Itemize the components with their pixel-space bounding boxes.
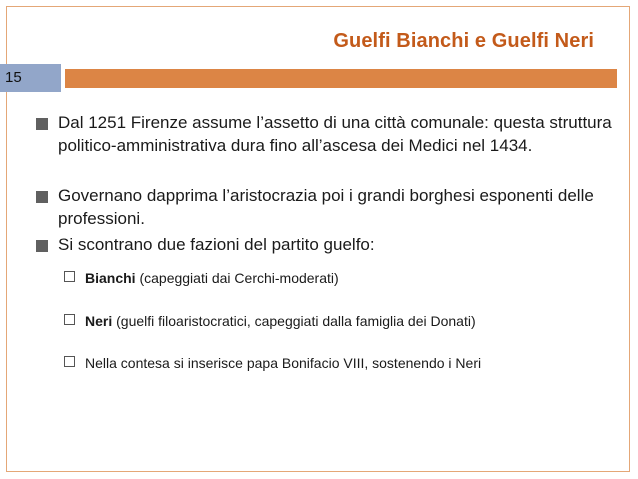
sub-bullet-text: Nella contesa si inserisce papa Bonifacio VIII, sostenendo i Neri xyxy=(85,355,482,371)
slide-title: Guelfi Bianchi e Guelfi Neri xyxy=(333,30,594,52)
square-bullet-icon xyxy=(36,118,48,130)
bullet-text: Governano dapprima l’aristocrazia poi i grandi borghesi esponenti delle professioni. xyxy=(58,186,594,228)
sub-bullet-rest: (guelfi filoaristocratici, capeggiati dalla famiglia dei Donati) xyxy=(112,313,476,329)
square-bullet-icon xyxy=(36,240,48,252)
bullet-item xyxy=(34,111,614,157)
bullet-item xyxy=(34,184,614,230)
sub-bullet-item xyxy=(64,311,476,331)
square-bullet-icon xyxy=(36,191,48,203)
sub-bullet-text xyxy=(85,311,476,331)
bullet-text: Si scontrano due fazioni del partito guelfo: xyxy=(58,235,375,254)
sub-bullet-item xyxy=(64,268,339,288)
checkbox-bullet-icon xyxy=(64,314,75,325)
sub-bullet-bold: Bianchi xyxy=(85,270,136,286)
checkbox-bullet-icon xyxy=(64,356,75,367)
bullet-item xyxy=(34,233,614,256)
bullet-text: Dal 1251 Firenze assume l’assetto di una città comunale: questa struttura politico-amministrativa dura fino all’ascesa dei Medici nel 1434. xyxy=(58,113,612,155)
sub-bullet-text xyxy=(85,268,339,288)
slide-number: 15 xyxy=(0,64,61,92)
checkbox-bullet-icon xyxy=(64,271,75,282)
sub-bullet-bold: Neri xyxy=(85,313,113,329)
sub-bullet-rest: (capeggiati dai Cerchi-moderati) xyxy=(135,270,339,286)
sub-bullet-item xyxy=(64,353,481,373)
title-accent-bar xyxy=(65,69,617,88)
